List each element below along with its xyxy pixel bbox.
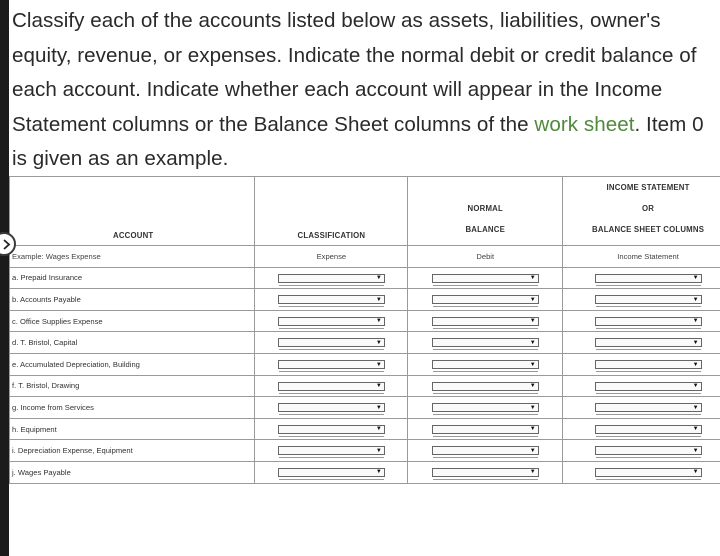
statement-column-select[interactable] [595, 468, 702, 477]
classification-select-cell [255, 440, 408, 462]
statement-column-select[interactable] [595, 274, 702, 283]
table-row [10, 397, 720, 419]
statement-column-select-cell [563, 353, 720, 375]
prompt-text-start: Classify each of the accounts listed below as assets, liabilities, owner's equity, revenue, or expenses. Indicate the normal debit or credit balance of each account. Indicate whether each account will appear in the Income Statement columns or the Balance Sheet columns of the [12, 9, 697, 136]
classification-select[interactable] [278, 295, 385, 304]
normal-balance-select[interactable] [432, 468, 539, 477]
select-underline [279, 436, 384, 437]
chevron-down-icon: ▼ [692, 426, 699, 433]
table-row [10, 353, 720, 375]
chevron-down-icon: ▼ [692, 361, 699, 368]
select-underline [279, 393, 384, 394]
normal-balance-select-cell [408, 353, 563, 375]
example-account: Example: Wages Expense [10, 246, 255, 268]
classification-select[interactable] [278, 382, 385, 391]
account-name: b. Accounts Payable [10, 289, 255, 311]
classification-select-cell [255, 310, 408, 332]
select-underline [279, 306, 384, 307]
classification-select-cell [255, 397, 408, 419]
statement-column-select-cell [563, 332, 720, 354]
chevron-right-icon [2, 239, 11, 250]
statement-column-select[interactable] [595, 317, 702, 326]
statement-column-select-cell [563, 461, 720, 483]
chevron-down-icon: ▼ [375, 426, 382, 433]
chevron-down-icon: ▼ [692, 447, 699, 454]
chevron-down-icon: ▼ [529, 318, 536, 325]
select-underline [279, 479, 384, 480]
example-normal-balance: Debit [408, 246, 563, 268]
select-underline [433, 306, 538, 307]
select-underline [596, 436, 701, 437]
chevron-down-icon: ▼ [375, 339, 382, 346]
header-classification: CLASSIFICATION [255, 177, 408, 246]
chevron-down-icon: ▼ [375, 318, 382, 325]
chevron-down-icon: ▼ [375, 361, 382, 368]
select-underline [433, 349, 538, 350]
classification-select-cell [255, 267, 408, 289]
normal-balance-select-cell [408, 267, 563, 289]
account-name: h. Equipment [10, 418, 255, 440]
normal-balance-select[interactable] [432, 317, 539, 326]
prompt-text-end: . Item 0 is given as an example. [12, 112, 704, 170]
statement-column-select[interactable] [595, 403, 702, 412]
chevron-down-icon: ▼ [529, 447, 536, 454]
table-row [10, 461, 720, 483]
select-underline [596, 349, 701, 350]
select-underline [433, 328, 538, 329]
account-name: j. Wages Payable [10, 461, 255, 483]
chevron-down-icon: ▼ [375, 383, 382, 390]
select-underline [279, 457, 384, 458]
chevron-down-icon: ▼ [692, 296, 699, 303]
account-name: i. Depreciation Expense, Equipment [10, 440, 255, 462]
classification-select[interactable] [278, 338, 385, 347]
chevron-down-icon: ▼ [375, 296, 382, 303]
select-underline [433, 479, 538, 480]
header-statement-line1: INCOME STATEMENT [606, 183, 690, 192]
chevron-down-icon: ▼ [529, 383, 536, 390]
account-name: a. Prepaid Insurance [10, 267, 255, 289]
classification-select[interactable] [278, 425, 385, 434]
classification-select[interactable] [278, 446, 385, 455]
chevron-down-icon: ▼ [529, 275, 536, 282]
table-row [10, 289, 720, 311]
select-underline [596, 393, 701, 394]
normal-balance-select-cell [408, 418, 563, 440]
select-underline [279, 371, 384, 372]
select-underline [433, 414, 538, 415]
select-underline [279, 328, 384, 329]
statement-column-select-cell [563, 440, 720, 462]
chevron-down-icon: ▼ [692, 383, 699, 390]
select-underline [433, 371, 538, 372]
chevron-down-icon: ▼ [529, 404, 536, 411]
normal-balance-select[interactable] [432, 274, 539, 283]
table-row [10, 332, 720, 354]
normal-balance-select-cell [408, 375, 563, 397]
select-underline [279, 349, 384, 350]
classification-select[interactable] [278, 403, 385, 412]
header-account: ACCOUNT [10, 177, 255, 246]
statement-column-select[interactable] [595, 338, 702, 347]
chevron-down-icon: ▼ [692, 339, 699, 346]
chevron-down-icon: ▼ [375, 447, 382, 454]
normal-balance-select-cell [408, 289, 563, 311]
statement-column-select-cell [563, 267, 720, 289]
statement-column-select-cell [563, 397, 720, 419]
normal-balance-select-cell [408, 332, 563, 354]
chevron-down-icon: ▼ [692, 275, 699, 282]
statement-column-select[interactable] [595, 446, 702, 455]
classification-select-cell [255, 375, 408, 397]
table-row [10, 375, 720, 397]
table-header-row [10, 177, 720, 246]
table-row [10, 440, 720, 462]
header-normal-line2: BALANCE [465, 225, 505, 234]
select-underline [433, 393, 538, 394]
example-row [10, 246, 720, 268]
account-name: g. Income from Services [10, 397, 255, 419]
select-underline [433, 436, 538, 437]
normal-balance-select[interactable] [432, 295, 539, 304]
normal-balance-select-cell [408, 310, 563, 332]
chevron-down-icon: ▼ [375, 404, 382, 411]
classification-select[interactable] [278, 317, 385, 326]
classification-select-cell [255, 418, 408, 440]
account-name: f. T. Bristol, Drawing [10, 375, 255, 397]
question-prompt [12, 4, 712, 177]
classification-table [9, 176, 720, 484]
select-underline [596, 479, 701, 480]
chevron-down-icon: ▼ [375, 469, 382, 476]
statement-column-select-cell [563, 310, 720, 332]
statement-column-select[interactable] [595, 382, 702, 391]
statement-column-select-cell [563, 418, 720, 440]
chevron-down-icon: ▼ [529, 426, 536, 433]
classification-select-cell [255, 332, 408, 354]
left-edge-bar [0, 0, 9, 556]
statement-column-select[interactable] [595, 425, 702, 434]
normal-balance-select[interactable] [432, 382, 539, 391]
select-underline [596, 285, 701, 286]
account-name: e. Accumulated Depreciation, Building [10, 353, 255, 375]
header-normal-line1: NORMAL [467, 204, 503, 213]
chevron-down-icon: ▼ [692, 469, 699, 476]
classification-select-cell [255, 353, 408, 375]
table-row [10, 418, 720, 440]
account-name: c. Office Supplies Expense [10, 310, 255, 332]
header-statement-line2: OR [642, 204, 655, 213]
table-row [10, 267, 720, 289]
normal-balance-select[interactable] [432, 425, 539, 434]
header-statement-line3: BALANCE SHEET COLUMNS [592, 225, 705, 234]
header-normal-balance [408, 177, 563, 246]
select-underline [596, 457, 701, 458]
normal-balance-select[interactable] [432, 338, 539, 347]
normal-balance-select[interactable] [432, 403, 539, 412]
select-underline [596, 414, 701, 415]
classification-select-cell [255, 461, 408, 483]
example-classification: Expense [255, 246, 408, 268]
chevron-down-icon: ▼ [529, 339, 536, 346]
example-statement: Income Statement [563, 246, 720, 268]
statement-column-select[interactable] [595, 360, 702, 369]
account-name: d. T. Bristol, Capital [10, 332, 255, 354]
select-underline [596, 306, 701, 307]
statement-column-select[interactable] [595, 295, 702, 304]
select-underline [433, 285, 538, 286]
select-underline [433, 457, 538, 458]
select-underline [279, 414, 384, 415]
classification-select[interactable] [278, 274, 385, 283]
work-sheet-link[interactable]: work sheet [534, 112, 635, 136]
chevron-down-icon: ▼ [529, 296, 536, 303]
chevron-down-icon: ▼ [529, 469, 536, 476]
chevron-down-icon: ▼ [375, 275, 382, 282]
chevron-down-icon: ▼ [692, 318, 699, 325]
statement-column-select-cell [563, 289, 720, 311]
normal-balance-select-cell [408, 440, 563, 462]
classification-select[interactable] [278, 360, 385, 369]
normal-balance-select[interactable] [432, 360, 539, 369]
normal-balance-select[interactable] [432, 446, 539, 455]
table-row [10, 310, 720, 332]
statement-column-select-cell [563, 375, 720, 397]
select-underline [596, 328, 701, 329]
select-underline [596, 371, 701, 372]
select-underline [279, 285, 384, 286]
classification-select[interactable] [278, 468, 385, 477]
chevron-down-icon: ▼ [692, 404, 699, 411]
normal-balance-select-cell [408, 461, 563, 483]
chevron-down-icon: ▼ [529, 361, 536, 368]
header-statement-columns [563, 177, 720, 246]
normal-balance-select-cell [408, 397, 563, 419]
classification-select-cell [255, 289, 408, 311]
